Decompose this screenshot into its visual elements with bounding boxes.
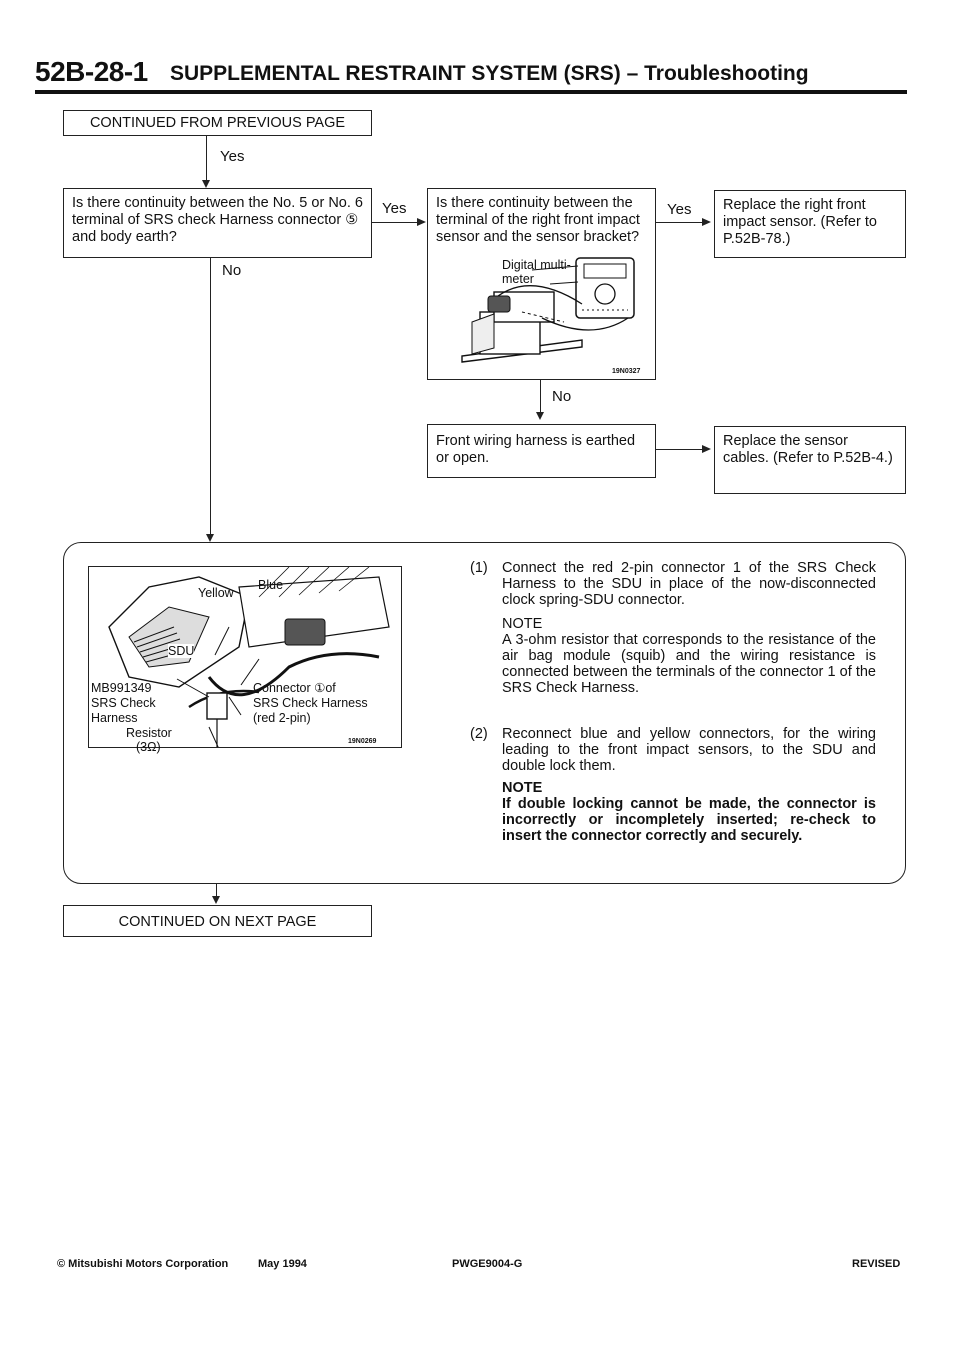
q1-no-label: No [222,262,242,279]
arrow-down [202,180,210,188]
note-1-text: A 3-ohm resistor that corresponds to the resistance of the air bag module (squib) and the wiring resistance is connected between the terminals of the connector 1 of the SRS Check Harness. [502,632,876,696]
step-1-text: Connect the red 2-pin connector 1 of the SRS Check Harness to the SDU in place of the now-disconnected clock spring-SDU connector. [502,560,876,608]
step-2-number: (2) [470,726,488,742]
note-2-title: NOTE [502,780,543,796]
continued-from-label: CONTINUED FROM PREVIOUS PAGE [89,115,346,131]
arrow-down [536,412,544,420]
arrow-right [702,218,711,226]
flow-line [656,222,704,223]
harness-label-1: SRS Check [91,696,156,710]
action-1-box [714,190,906,258]
action-1-text: Replace the right front impact sensor. (Refer to P.52B-78.) [723,197,877,247]
flow-line [656,449,704,450]
continued-next-box [63,905,372,937]
blue-label: Blue [258,578,284,592]
page-title: SUPPLEMENTAL RESTRAINT SYSTEM (SRS) – Troubleshooting [170,62,809,85]
note-2-text: If double locking cannot be made, the connector is incorrectly or incompletely inserted; re-check to insert the connector correctly and securely. [502,796,876,844]
diagnosis-box [427,424,656,478]
yellow-label: Yellow [198,586,234,600]
diagnosis-text: Front wiring harness is earthed or open. [436,433,636,466]
multimeter-label: Digital multi-meter [502,258,571,286]
footer-date: May 1994 [258,1258,307,1270]
step-1-number: (1) [470,560,488,576]
connector-label-2: SRS Check Harness [253,696,368,710]
ohm-label: (3Ω) [136,740,161,754]
continued-next-label: CONTINUED ON NEXT PAGE [118,914,317,930]
harness-label-2: Harness [91,711,138,725]
q2-no-label: No [552,388,572,405]
step-2-text: Reconnect blue and yellow connectors, for the wiring leading to the front impact sensors, to the SDU and double lock them. [502,726,876,774]
note-1-title: NOTE [502,616,543,632]
footer-copyright: © Mitsubishi Motors Corporation [57,1258,229,1270]
flow-line [210,258,211,538]
page-number: 52B-28-1 [35,56,148,87]
arrow-down [206,534,214,542]
connector-label-1: Connector ①of [253,681,336,695]
flow-line [540,380,541,416]
header-rule [35,90,907,94]
footer-doc-code: PWGE9004-G [452,1258,523,1270]
resistor-label: Resistor [126,726,172,740]
arrow-right [702,445,711,453]
sdu-label: SDU [168,644,195,658]
action-2-box [714,426,906,494]
question-1-box [63,188,372,258]
question-1-text: Is there continuity between the No. 5 or No. 6 terminal of SRS check Harness connector ⑤ and body earth? [72,195,363,245]
figure-2-code: 19N0269 [348,738,377,745]
continued-from-box [63,110,372,136]
yes-label-top: Yes [220,148,245,165]
figure-1-code: 19N0327 [612,368,641,375]
action-2-text: Replace the sensor cables. (Refer to P.52B-4.) [723,433,893,466]
flow-line [372,222,418,223]
footer-status: REVISED [852,1258,901,1270]
arrow-right [417,218,426,226]
q1-yes-label: Yes [382,200,407,217]
question-2-text: Is there continuity between the terminal of the right front impact sensor and the sensor bracket? [436,195,640,245]
flow-line [206,136,207,184]
q2-yes-label: Yes [667,201,692,218]
arrow-down [212,896,220,904]
mb-part-label: MB991349 [91,681,152,695]
connector-label-3: (red 2-pin) [253,711,311,725]
